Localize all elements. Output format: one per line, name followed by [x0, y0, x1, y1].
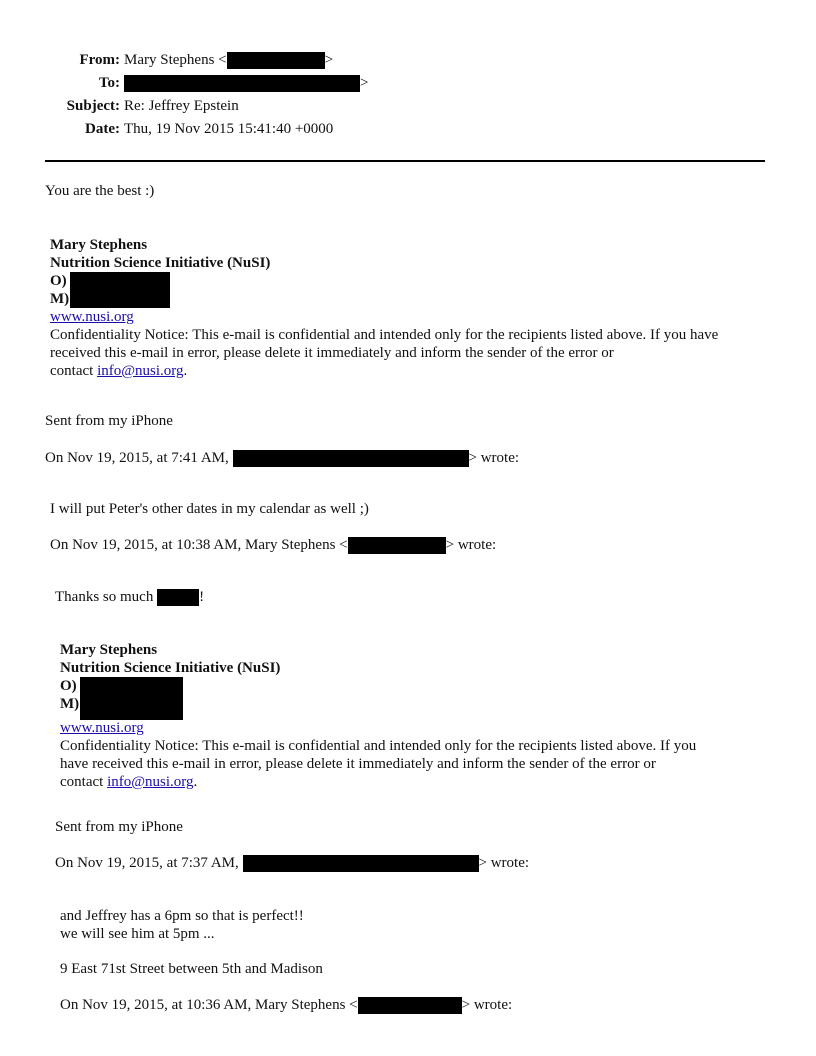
- website-link[interactable]: www.nusi.org: [60, 720, 144, 736]
- date-label: Date:: [85, 121, 120, 137]
- to-label: To:: [98, 75, 120, 91]
- notice-line-1: Confidentiality Notice: This e-mail is confidential and intended only for the recipients listed above. If you: [60, 738, 697, 754]
- redacted-phone: [80, 677, 183, 720]
- thanks-suffix: !: [199, 589, 205, 605]
- phone-block: [50, 272, 780, 308]
- reply-line: I will put Peter's other dates in my calendar as well ;): [50, 501, 369, 517]
- notice-line-3: [50, 362, 780, 380]
- website-row: [50, 308, 780, 326]
- thanks-prefix: Thanks so much: [55, 589, 154, 605]
- quote-prefix: On Nov 19, 2015, at 10:38 AM, Mary Stephens <: [50, 537, 348, 553]
- info-email-link[interactable]: info@nusi.org: [97, 363, 184, 379]
- quote-header-1: [45, 450, 519, 467]
- mobile-label: M): [50, 291, 70, 307]
- quote-suffix: > wrote:: [445, 537, 497, 553]
- info-email-link[interactable]: info@nusi.org: [107, 774, 194, 790]
- quote-header-3: [55, 855, 529, 872]
- notice-end: .: [193, 774, 198, 790]
- redacted-name: [157, 589, 199, 606]
- redacted-sender: [243, 855, 479, 872]
- signature-name: Mary Stephens: [60, 642, 158, 658]
- subject-label: Subject:: [66, 98, 120, 114]
- address-line: 9 East 71st Street between 5th and Madison: [60, 961, 323, 977]
- mobile-label: M): [60, 696, 80, 712]
- message-block: [60, 907, 304, 943]
- office-label: O): [50, 273, 67, 289]
- quote-suffix: > wrote:: [468, 450, 520, 466]
- office-label: O): [60, 678, 77, 694]
- quote-prefix: On Nov 19, 2015, at 7:41 AM,: [45, 450, 229, 466]
- opening-line: You are the best :): [45, 183, 155, 199]
- notice-contact-prefix: contact: [50, 363, 98, 379]
- message-line-1: and Jeffrey has a 6pm so that is perfect!!: [60, 908, 304, 924]
- redacted-email: [358, 997, 462, 1014]
- signature-name: Mary Stephens: [50, 237, 148, 253]
- notice-contact-prefix: contact: [60, 774, 108, 790]
- redacted-sender: [233, 450, 469, 467]
- quote-header-2: [50, 537, 496, 554]
- notice-end: .: [183, 363, 188, 379]
- redacted-phone: [70, 272, 170, 308]
- thanks-line: [55, 589, 204, 606]
- redacted-email: [348, 537, 446, 554]
- from-name: Mary Stephens <: [124, 52, 227, 68]
- signature-block: [60, 641, 780, 791]
- sent-from-line: Sent from my iPhone: [45, 413, 173, 429]
- signature-org: Nutrition Science Initiative (NuSI): [50, 255, 271, 271]
- notice-line-2: received this e-mail in error, please delete it immediately and inform the sender of the error or: [50, 345, 614, 361]
- redacted-recipient: [124, 75, 360, 92]
- notice-line-1: Confidentiality Notice: This e-mail is confidential and intended only for the recipients listed above. If you have: [50, 327, 719, 343]
- header-divider: [45, 160, 765, 162]
- signature-block: [50, 236, 780, 380]
- phone-block: [60, 677, 780, 713]
- from-label: From:: [79, 52, 120, 68]
- subject-value: Re: Jeffrey Epstein: [124, 98, 239, 114]
- signature-org: Nutrition Science Initiative (NuSI): [60, 660, 281, 676]
- quote-prefix: On Nov 19, 2015, at 7:37 AM,: [55, 855, 239, 871]
- quote-suffix: > wrote:: [478, 855, 530, 871]
- notice-line-3: [60, 773, 780, 791]
- website-row: [60, 719, 780, 737]
- quote-prefix: On Nov 19, 2015, at 10:36 AM, Mary Stephens <: [60, 997, 358, 1013]
- confidentiality-notice: [50, 326, 780, 380]
- sent-from-line: Sent from my iPhone: [55, 819, 183, 835]
- notice-line-2: have received this e-mail in error, please delete it immediately and inform the sender of the error or: [60, 756, 656, 772]
- from-close: >: [324, 52, 334, 68]
- redacted-email: [227, 52, 325, 69]
- to-close: >: [360, 75, 369, 91]
- from-value: [124, 52, 333, 69]
- quote-suffix: > wrote:: [461, 997, 513, 1013]
- quote-header-4: [60, 997, 512, 1014]
- confidentiality-notice: [60, 737, 780, 791]
- website-link[interactable]: www.nusi.org: [50, 309, 134, 325]
- to-value: [124, 75, 368, 92]
- message-line-2: we will see him at 5pm ...: [60, 926, 215, 942]
- date-value: Thu, 19 Nov 2015 15:41:40 +0000: [124, 121, 334, 137]
